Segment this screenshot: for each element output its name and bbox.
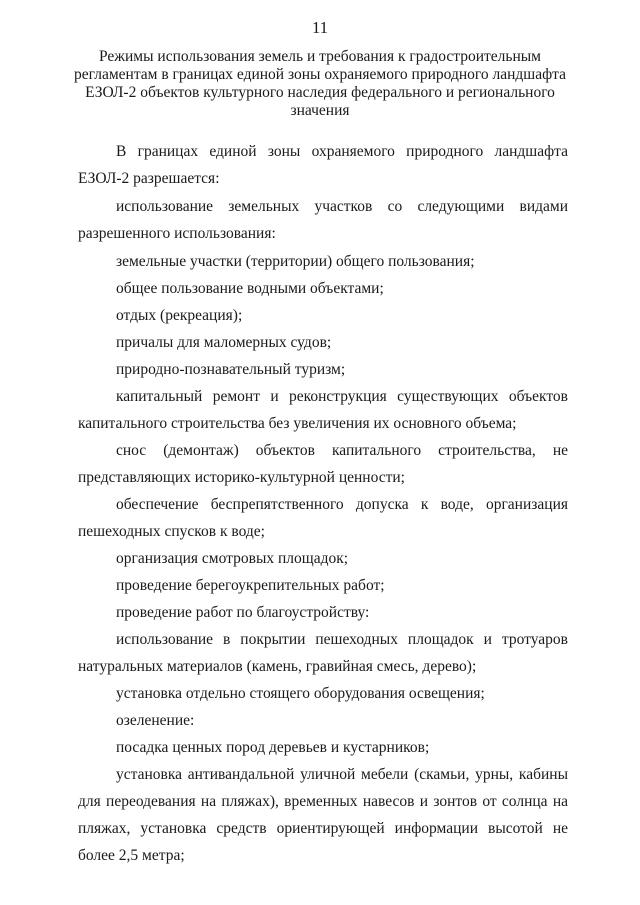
paragraph: проведение работ по благоустройству: (116, 604, 370, 621)
document-body (78, 138, 568, 869)
paragraph: посадка ценных пород деревьев и кустарников; (116, 739, 430, 756)
paragraph: природно-познавательный туризм; (116, 361, 346, 378)
paragraph: использование в покрытии пешеходных площадок и тротуаров натуральных материалов (камень, гравийная смесь, дерево); (78, 631, 568, 675)
paragraph: капитальный ремонт и реконструкция существующих объектов капитального строительства без увеличения их основного объема; (78, 388, 568, 432)
section-title: Режимы использования земель и требования к градостроительным регламентам в границах единой зоны охраняемого природного ландшафта ЕЗОЛ-2 объектов культурного наследия федерального и регионального значения (74, 48, 566, 119)
paragraph: установка отдельно стоящего оборудования освещения; (116, 685, 485, 702)
paragraph: обеспечение беспрепятственного допуска к воде, организация пешеходных спусков к воде; (78, 496, 568, 540)
paragraph: общее пользование водными объектами; (116, 280, 384, 297)
paragraph: земельные участки (территории) общего пользования; (116, 253, 475, 270)
paragraph: установка антивандальной уличной мебели (скамьи, урны, кабины для переодевания на пляжах), временных навесов и зонтов от солнца на пляжах, установка средств ориентирующей информации высотой не более 2,5 метра; (78, 766, 568, 864)
paragraph: причалы для маломерных судов; (116, 334, 332, 351)
page-number: 11 (311, 18, 329, 37)
paragraph: озеленение: (116, 712, 195, 729)
paragraph: проведение берегоукрепительных работ; (116, 577, 385, 594)
paragraph: В границах единой зоны охраняемого природного ландшафта ЕЗОЛ-2 разрешается: (78, 143, 568, 187)
paragraph: отдых (рекреация); (116, 307, 243, 324)
paragraph: организация смотровых площадок; (116, 550, 349, 567)
paragraph: снос (демонтаж) объектов капитального строительства, не представляющих историко-культурной ценности; (78, 442, 568, 486)
paragraph: использование земельных участков со следующими видами разрешенного использования: (78, 198, 568, 242)
